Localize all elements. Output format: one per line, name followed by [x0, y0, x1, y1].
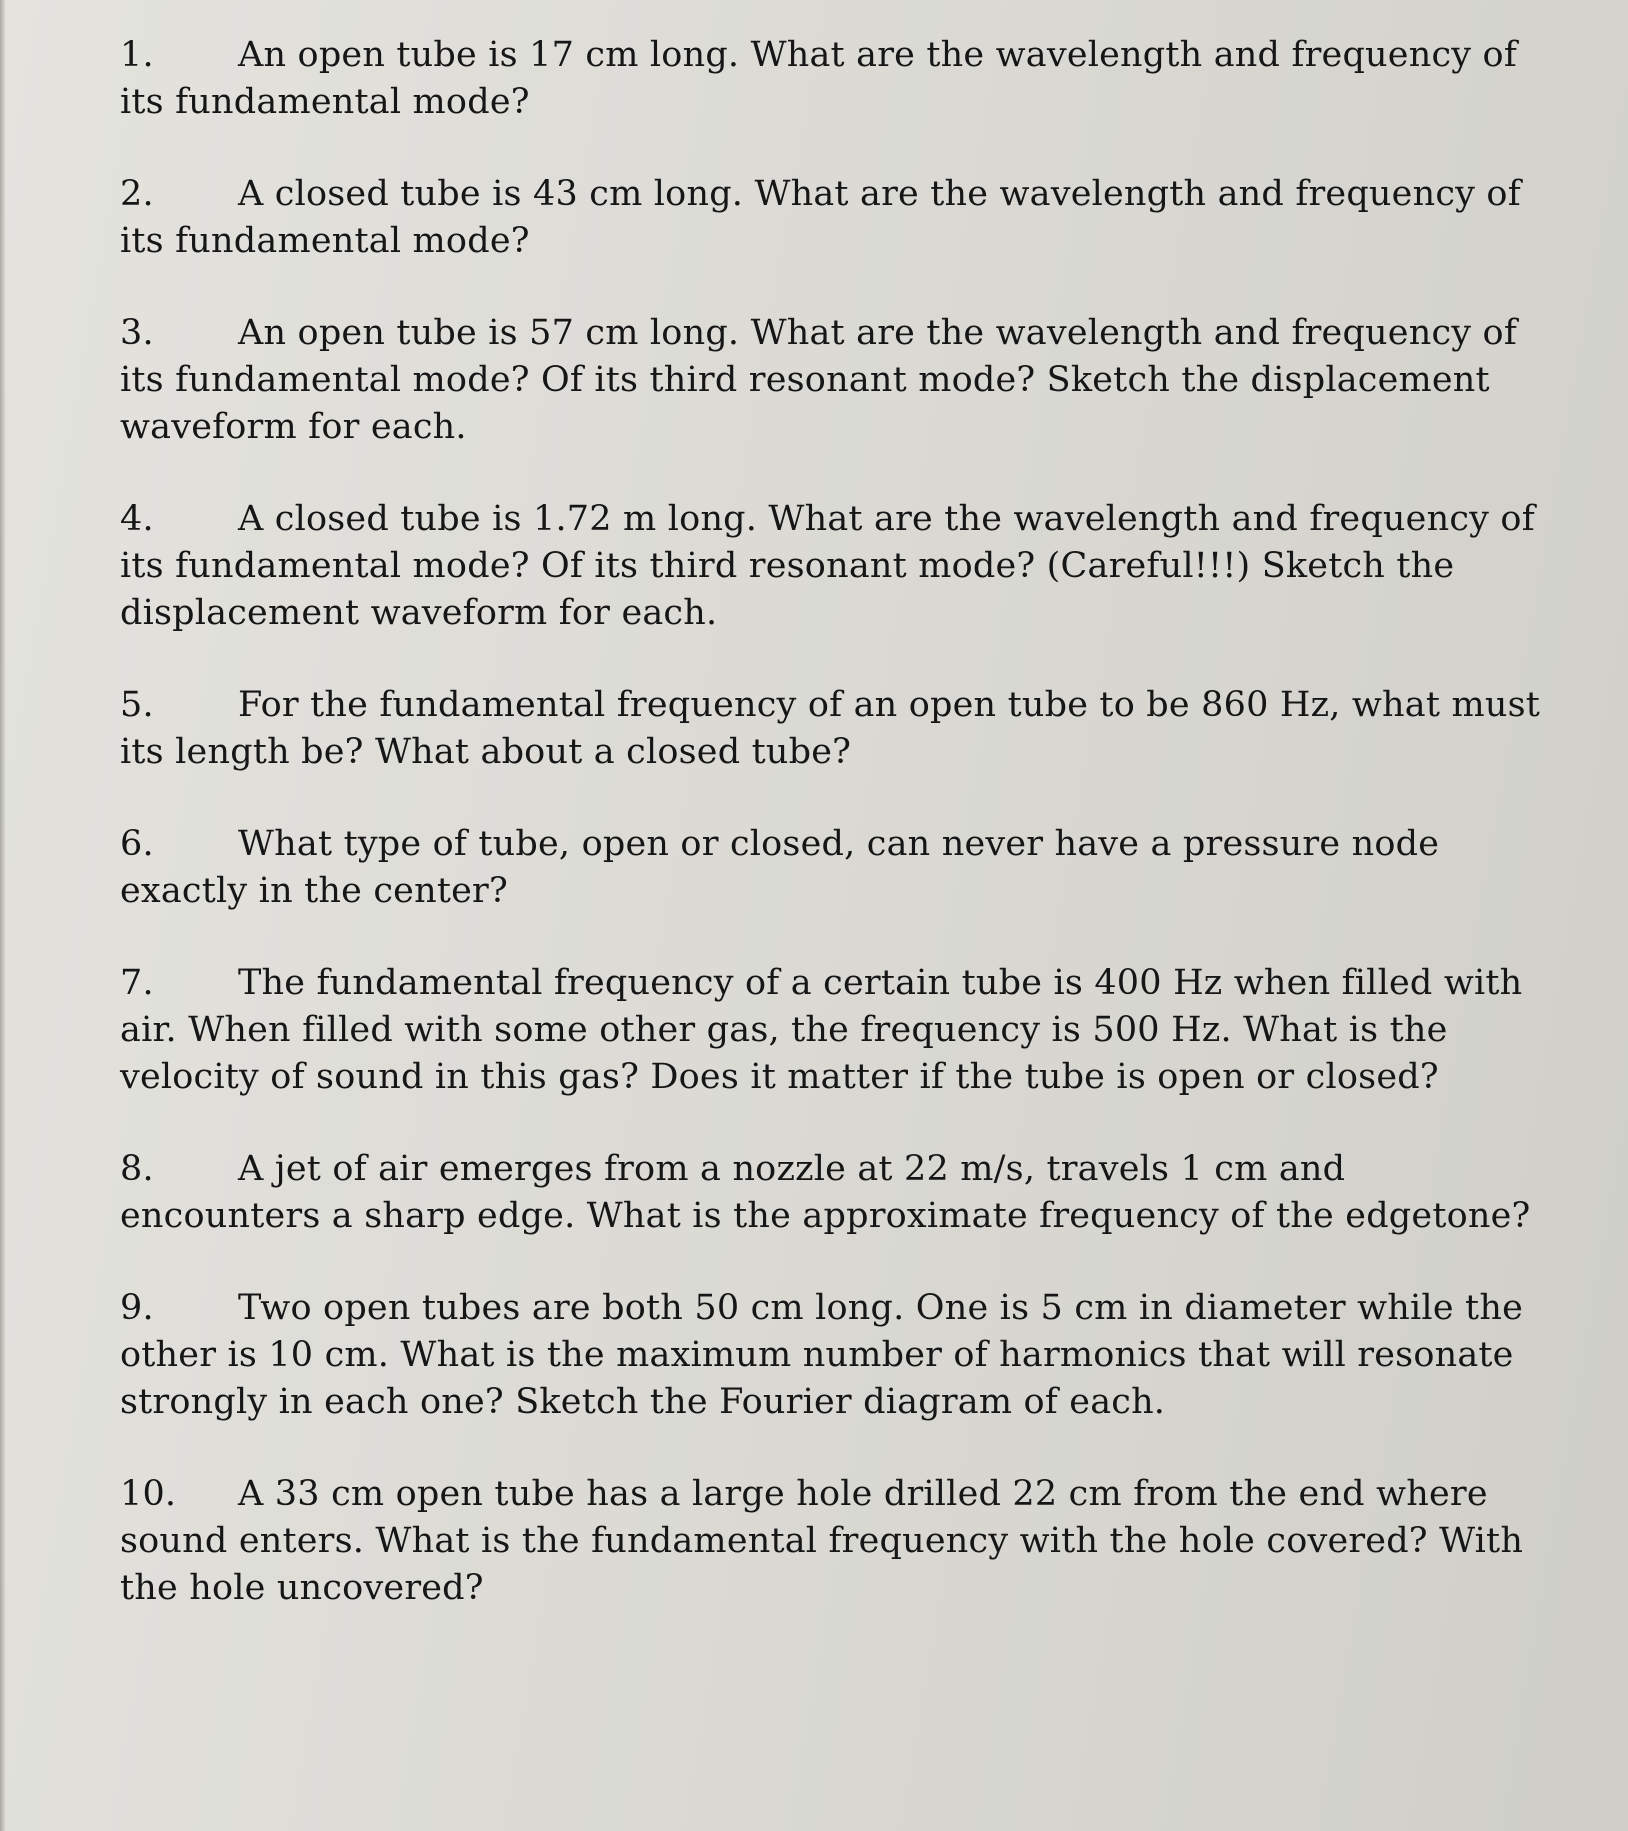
problem-2: [120, 171, 1540, 265]
problem-text: A closed tube is 43 cm long. What are the wavelength and frequency of its fundamental mode?: [120, 174, 1521, 261]
problem-text: An open tube is 17 cm long. What are the wavelength and frequency of its fundamental mode?: [120, 35, 1517, 122]
problem-text: A closed tube is 1.72 m long. What are the wavelength and frequency of its fundamental mode? Of its third resonant mode? (Careful!!!) Sketch the displacement waveform for each.: [120, 499, 1535, 633]
problem-number: 2.: [120, 174, 154, 214]
problem-9: [120, 1285, 1540, 1426]
problem-5: [120, 682, 1540, 776]
problem-text: A jet of air emerges from a nozzle at 22 m/s, travels 1 cm and encounters a sharp edge. What is the approximate frequency of the edgetone?: [120, 1149, 1531, 1236]
problem-number: 5.: [120, 685, 154, 725]
problem-number: 1.: [120, 35, 154, 75]
problem-text: The fundamental frequency of a certain tube is 400 Hz when filled with air. When filled with some other gas, the frequency is 500 Hz. What is the velocity of sound in this gas? Does it matter if the tube is open or closed?: [120, 963, 1523, 1097]
problem-number: 6.: [120, 824, 154, 864]
problem-10: [120, 1471, 1540, 1612]
problem-1: [120, 32, 1540, 126]
problem-6: [120, 821, 1540, 915]
problem-text: An open tube is 57 cm long. What are the wavelength and frequency of its fundamental mode? Of its third resonant mode? Sketch the displacement waveform for each.: [120, 313, 1517, 447]
problem-list: [120, 32, 1540, 1657]
problem-4: [120, 496, 1540, 637]
problem-number: 8.: [120, 1149, 154, 1189]
page-edge-shadow: [0, 0, 6, 1831]
problem-text: For the fundamental frequency of an open tube to be 860 Hz, what must its length be? What about a closed tube?: [120, 685, 1540, 772]
problem-7: [120, 960, 1540, 1101]
problem-text: What type of tube, open or closed, can never have a pressure node exactly in the center?: [120, 824, 1440, 911]
problem-text: A 33 cm open tube has a large hole drilled 22 cm from the end where sound enters. What is the fundamental frequency with the hole covered? With the hole uncovered?: [120, 1474, 1524, 1608]
problem-number: 10.: [120, 1474, 177, 1514]
problem-number: 9.: [120, 1288, 154, 1328]
problem-text: Two open tubes are both 50 cm long. One is 5 cm in diameter while the other is 10 cm. What is the maximum number of harmonics that will resonate strongly in each one? Sketch the Fourier diagram of each.: [120, 1288, 1523, 1422]
problem-number: 3.: [120, 313, 154, 353]
problem-number: 4.: [120, 499, 154, 539]
problem-number: 7.: [120, 963, 154, 1003]
problem-8: [120, 1146, 1540, 1240]
problem-3: [120, 310, 1540, 451]
